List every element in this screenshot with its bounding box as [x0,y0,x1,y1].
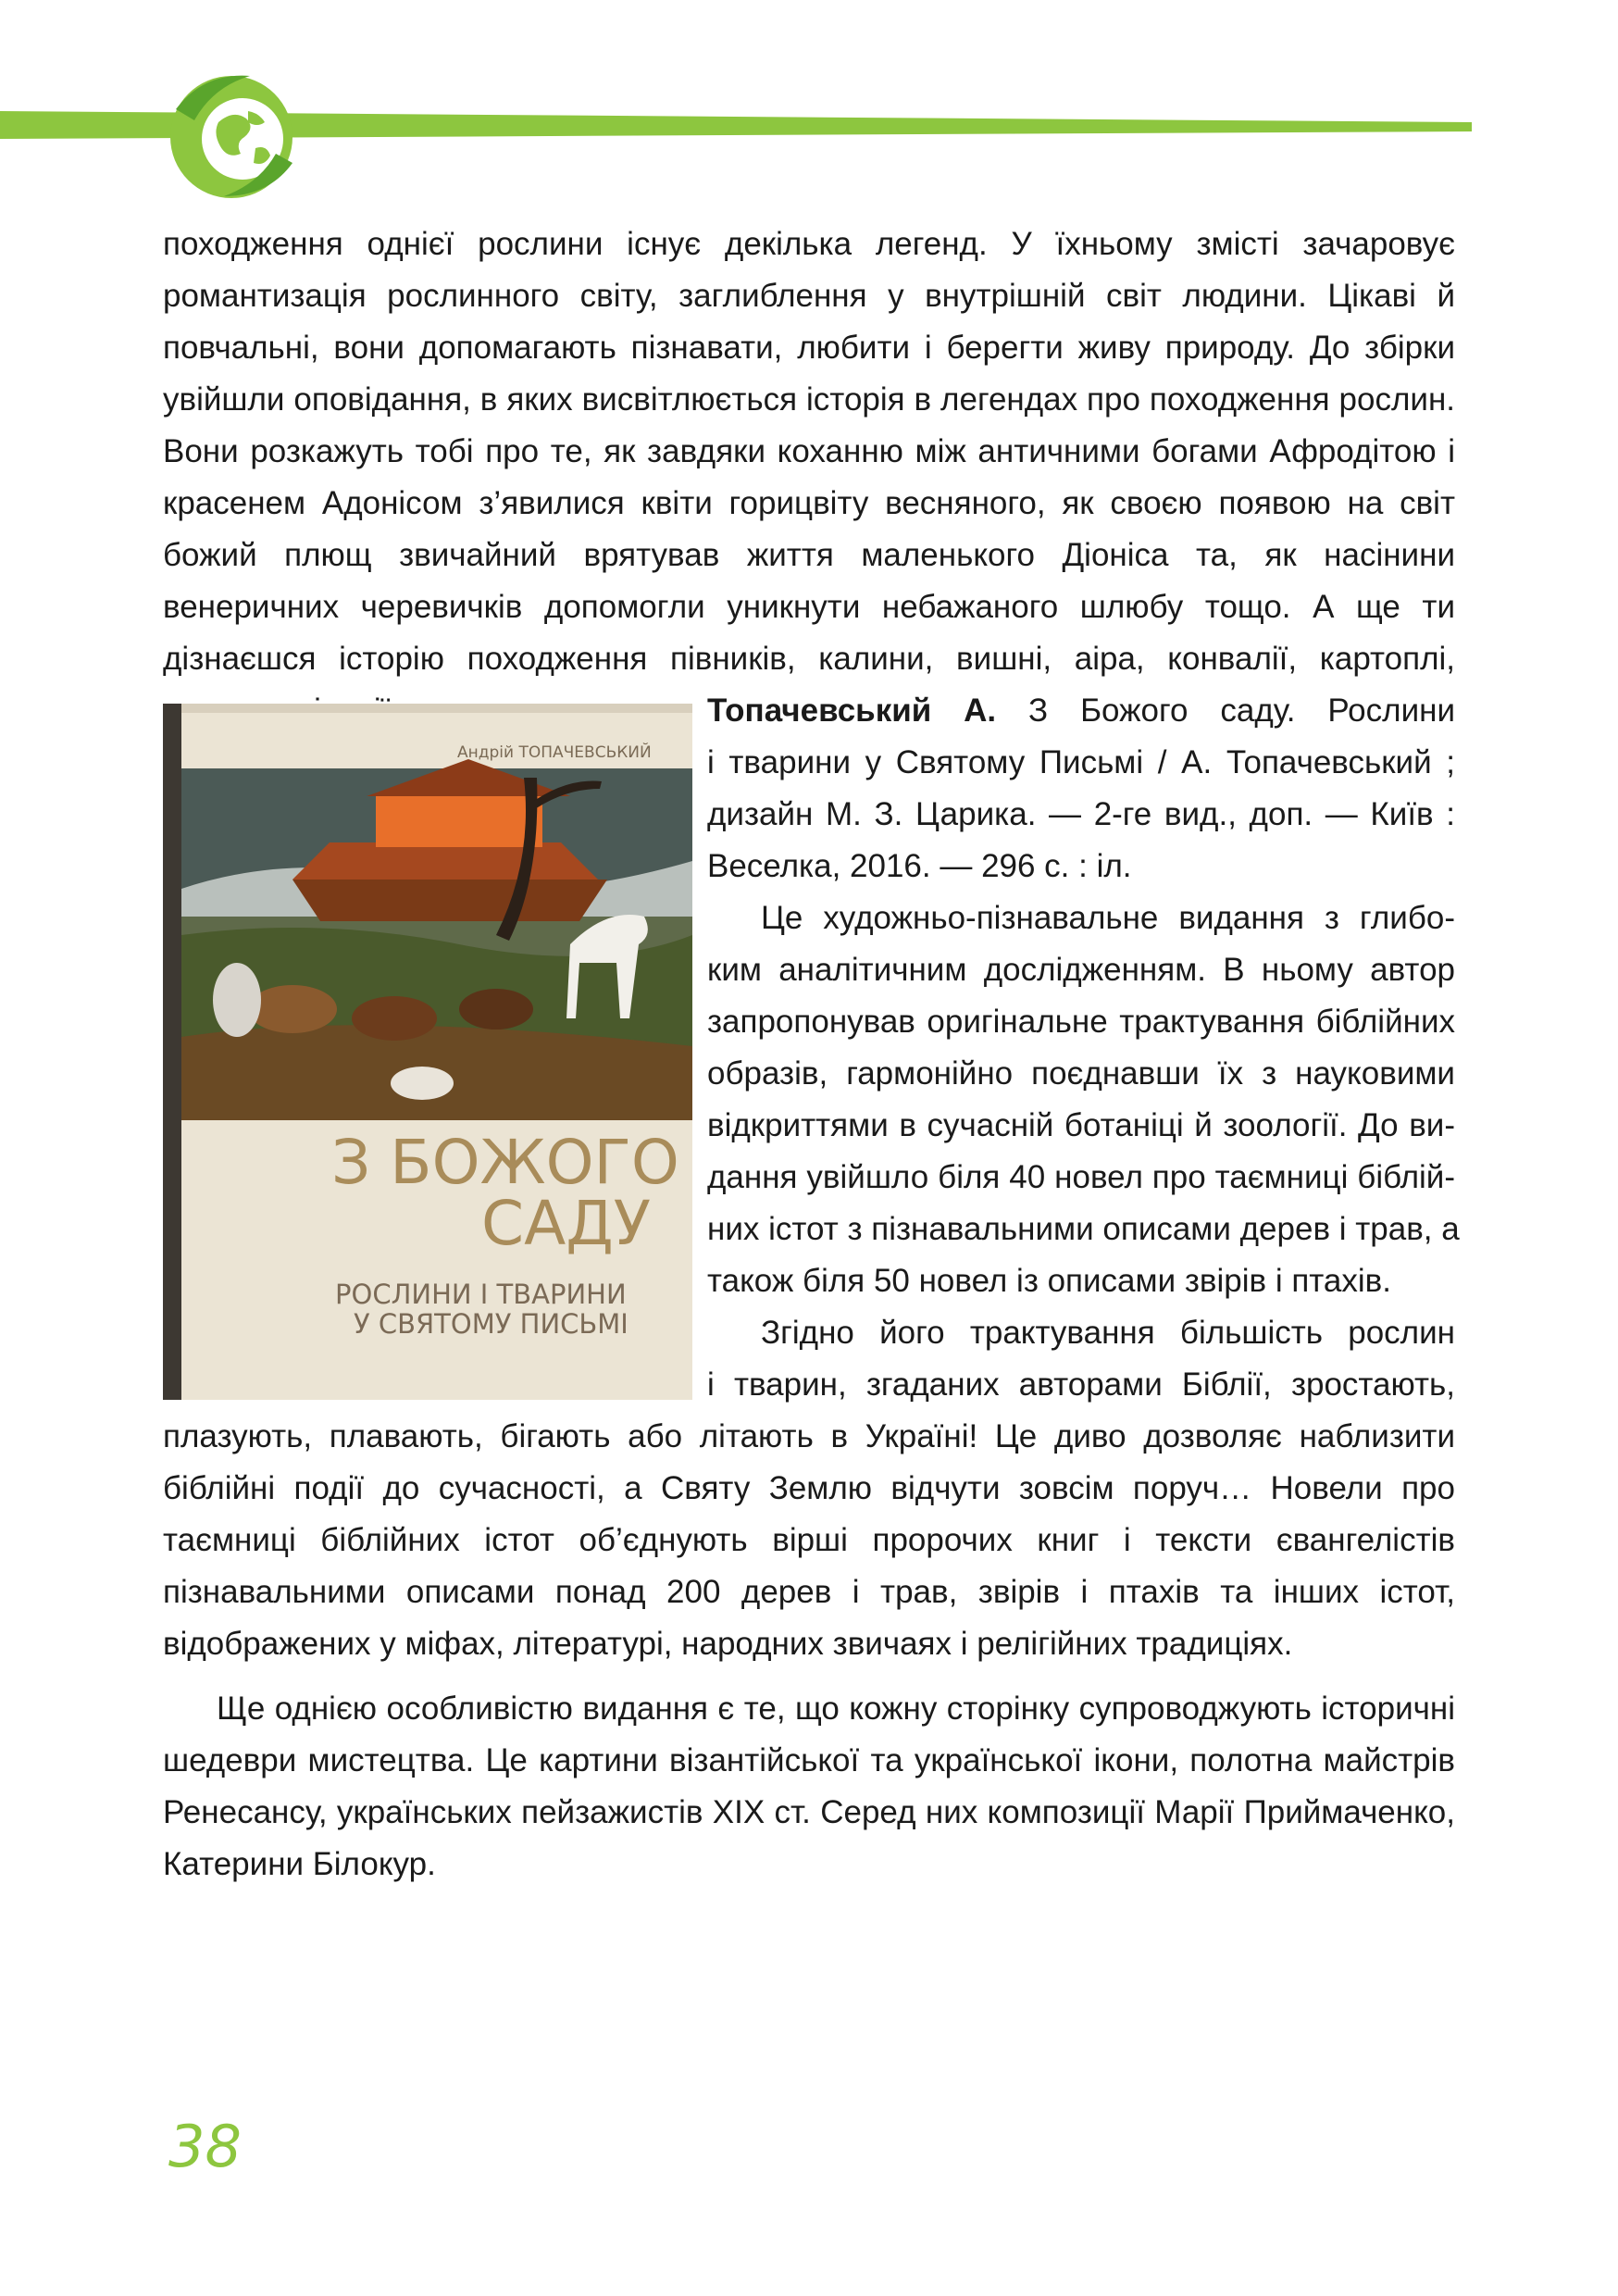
description-line-2: ким аналітичним дослідженням. В ньому автор [707,952,1455,988]
citation-line-2: і тварини у Святому Письмі / А. Топачевський ; [707,744,1455,780]
description-line-8: також біля 50 новел із описами звірів і птахів. [707,1263,1391,1299]
header-band [0,0,1618,213]
cover-author: Андрій ТОПАЧЕВСЬКИЙ [457,743,652,762]
description-line-3: запропонував оригінальне трактування біблійних [707,1004,1455,1040]
cover-subtitle-line1: РОСЛИНИ І ТВАРИНИ [335,1279,627,1310]
citation-author: Топачевський А. [707,693,997,729]
cover-title-line2: САДУ [481,1188,652,1259]
description-line-7: них істот з пізнавальними описами дерев і трав, а [707,1211,1460,1247]
cover-title-line1: З БОЖОГО [331,1127,679,1198]
citation-title-start: З Божого саду. Рослини [996,693,1455,729]
description-line-4: образів, гармонійно поєднавши їх з науковими [707,1055,1455,1092]
interpretation-paragraph: плазують, плавають, бігають або літають в Україні! Це диво дозволяє наблизити біблійні події до сучасності, а Святу Землю відчути зовсім поруч… Новели про таємниці біблійних істот об’єднують вірші пророчих книг і тексти євангелістів пізнавальними описами понад 200 дерев і трав, звірів і птахів та інших істот, відображених у міфах, літературі, народних звичаях і релігійних традиціях. [163,1418,1455,1662]
intro-paragraph: походження однієї рослини існує декілька легенд. У їхньому змісті зачаровує романтизація рослинного світу, заглиблення у внутрішній світ людини. Цікаві й повчальні, вони допомагають пізнавати, любити і берегти живу природу. До збірки увійшли оповідання, в яких висвітлюється історія в легендах про походження рослин. Вони розкажуть тобі про те, як завдяки коханню між античними богами Афродітою і красенем Адонісом з’явилися квіти горицвіту весняного, як своєю появою на світ божий плющ звичайний врятував життя маленького Діоніса та, як насінини венеричних черевичків допомогли уникнути небажаного шлюбу тощо. А ще ти дізнаєшся історію походження півників, калини, вишні, аіра, конвалії, картоплі, [163,226,1455,677]
art-paragraph: Ще однією особливістю видання є те, що кожну сторінку супроводжують історичні шедеври мистецтва. Це картини візантійської та української ікони, полотна майстрів Ренесансу, українських пейзажистів XIX ст. Серед них композиції Марії Приймаченко, Катерини Білокур. [163,1691,1455,1882]
book-cover-image [163,704,692,1400]
globe-hands-icon [170,76,292,198]
description-line-1: Це художньо-пізнавальне видання з глибо- [761,900,1455,936]
description-line-6: дання увійшло біля 40 новел про таємниці біблій- [707,1159,1455,1195]
citation-line-4: Веселка, 2016. — 296 с. : іл. [707,848,1132,884]
citation-line-1 [707,685,1455,737]
page-number: 38 [168,2113,242,2180]
cover-subtitle-line2: У СВЯТОМУ ПИСЬМІ [354,1308,629,1340]
citation-line-3: дизайн М. З. Царика. — 2-ге вид., доп. — Київ : [707,796,1455,832]
interpretation-line-1: Згідно його трактування більшість рослин [761,1315,1455,1351]
interpretation-line-2: і тварин, згаданих авторами Біблії, зростають, [707,1366,1455,1403]
description-line-5: відкриттями в сучасній ботаніці й зоології. До ви- [707,1107,1455,1143]
